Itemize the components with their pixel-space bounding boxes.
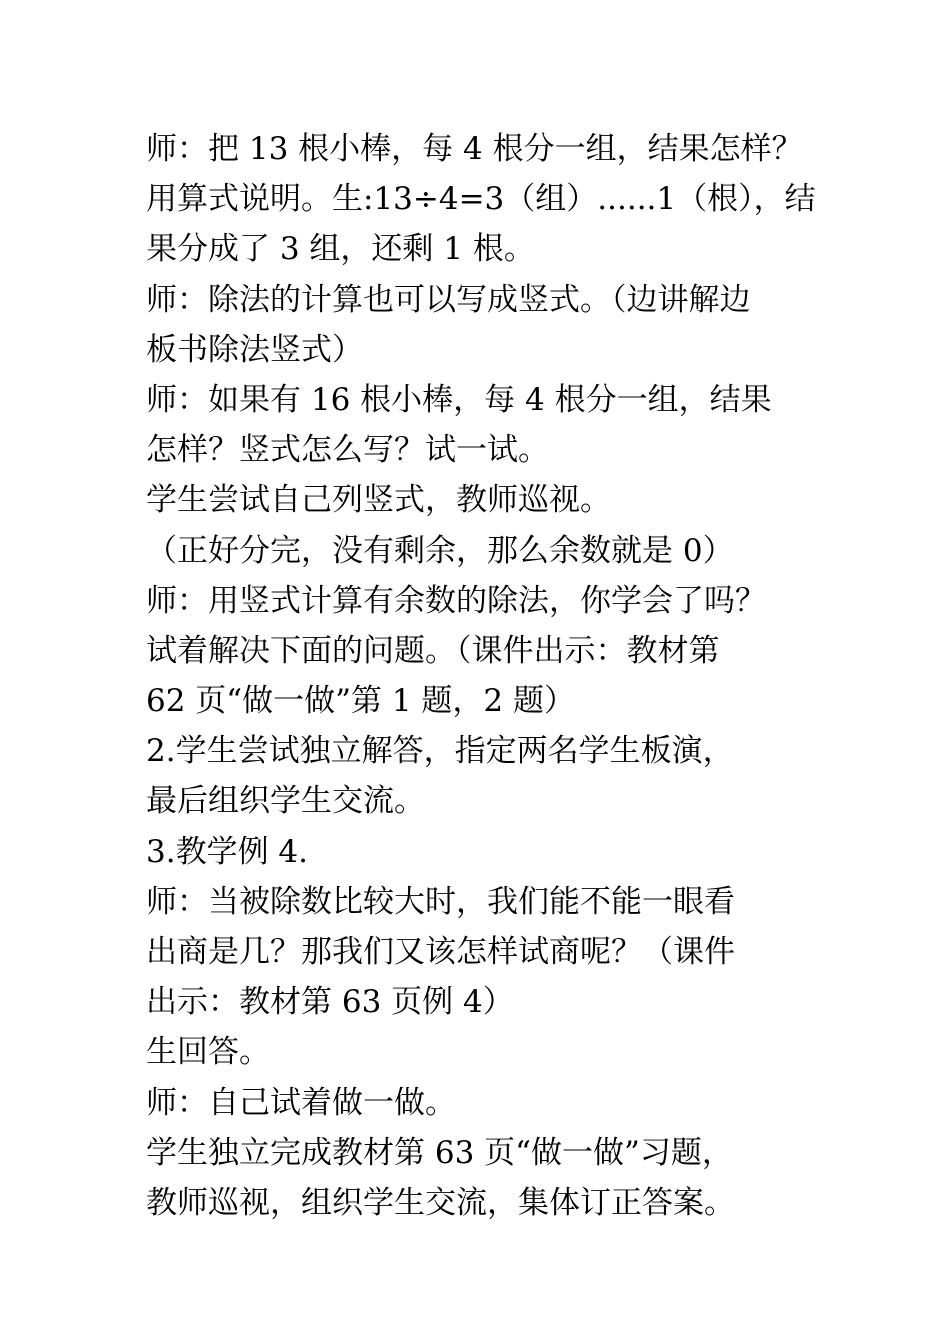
text-line-6: 师：如果有 16 根小棒，每 4 根分一组，结果: [146, 381, 772, 418]
text-line-13: 2.学生尝试独立解答，指定两名学生板演，: [146, 733, 734, 770]
text-line-4: 师：除法的计算也可以写成竖式。（边讲解边: [146, 281, 751, 318]
document-body: [146, 124, 836, 1228]
text-line-14: 最后组织学生交流。: [146, 783, 425, 820]
text-line-9: （正好分完，没有剩余，那么余数就是 0）: [146, 532, 734, 569]
text-line-12: 62 页“做一做”第 1 题，2 题）: [146, 683, 576, 720]
text-line-7: 怎样？竖式怎么写？试一试。: [146, 432, 549, 469]
text-line-21: 学生独立完成教材第 63 页“做一做”习题，: [146, 1134, 733, 1171]
text-line-2: 用算式说明。生:13÷4=3（组）......1（根），结: [146, 181, 816, 218]
text-line-20: 师：自己试着做一做。: [146, 1084, 456, 1121]
text-line-22: 教师巡视，组织学生交流，集体订正答案。: [146, 1184, 735, 1221]
text-line-8: 学生尝试自己列竖式，教师巡视。: [146, 482, 611, 519]
text-line-15: 3.教学例 4.: [146, 833, 309, 870]
text-line-11: 试着解决下面的问题。（课件出示：教材第: [146, 632, 720, 669]
text-line-19: 生回答。: [146, 1034, 270, 1071]
text-line-16: 师：当被除数比较大时，我们能不能一眼看: [146, 883, 735, 920]
text-line-3: 果分成了 3 组，还剩 1 根。: [146, 231, 535, 268]
text-line-1: 师：把 13 根小棒，每 4 根分一组，结果怎样？: [146, 131, 803, 167]
text-line-17: 出商是几？那我们又该怎样试商呢？（课件: [146, 934, 735, 970]
text-line-18: 出示：教材第 63 页例 4）: [146, 984, 514, 1021]
text-line-5: 板书除法竖式）: [146, 331, 363, 368]
text-line-10: 师：用竖式计算有余数的除法，你学会了吗？: [146, 582, 766, 619]
